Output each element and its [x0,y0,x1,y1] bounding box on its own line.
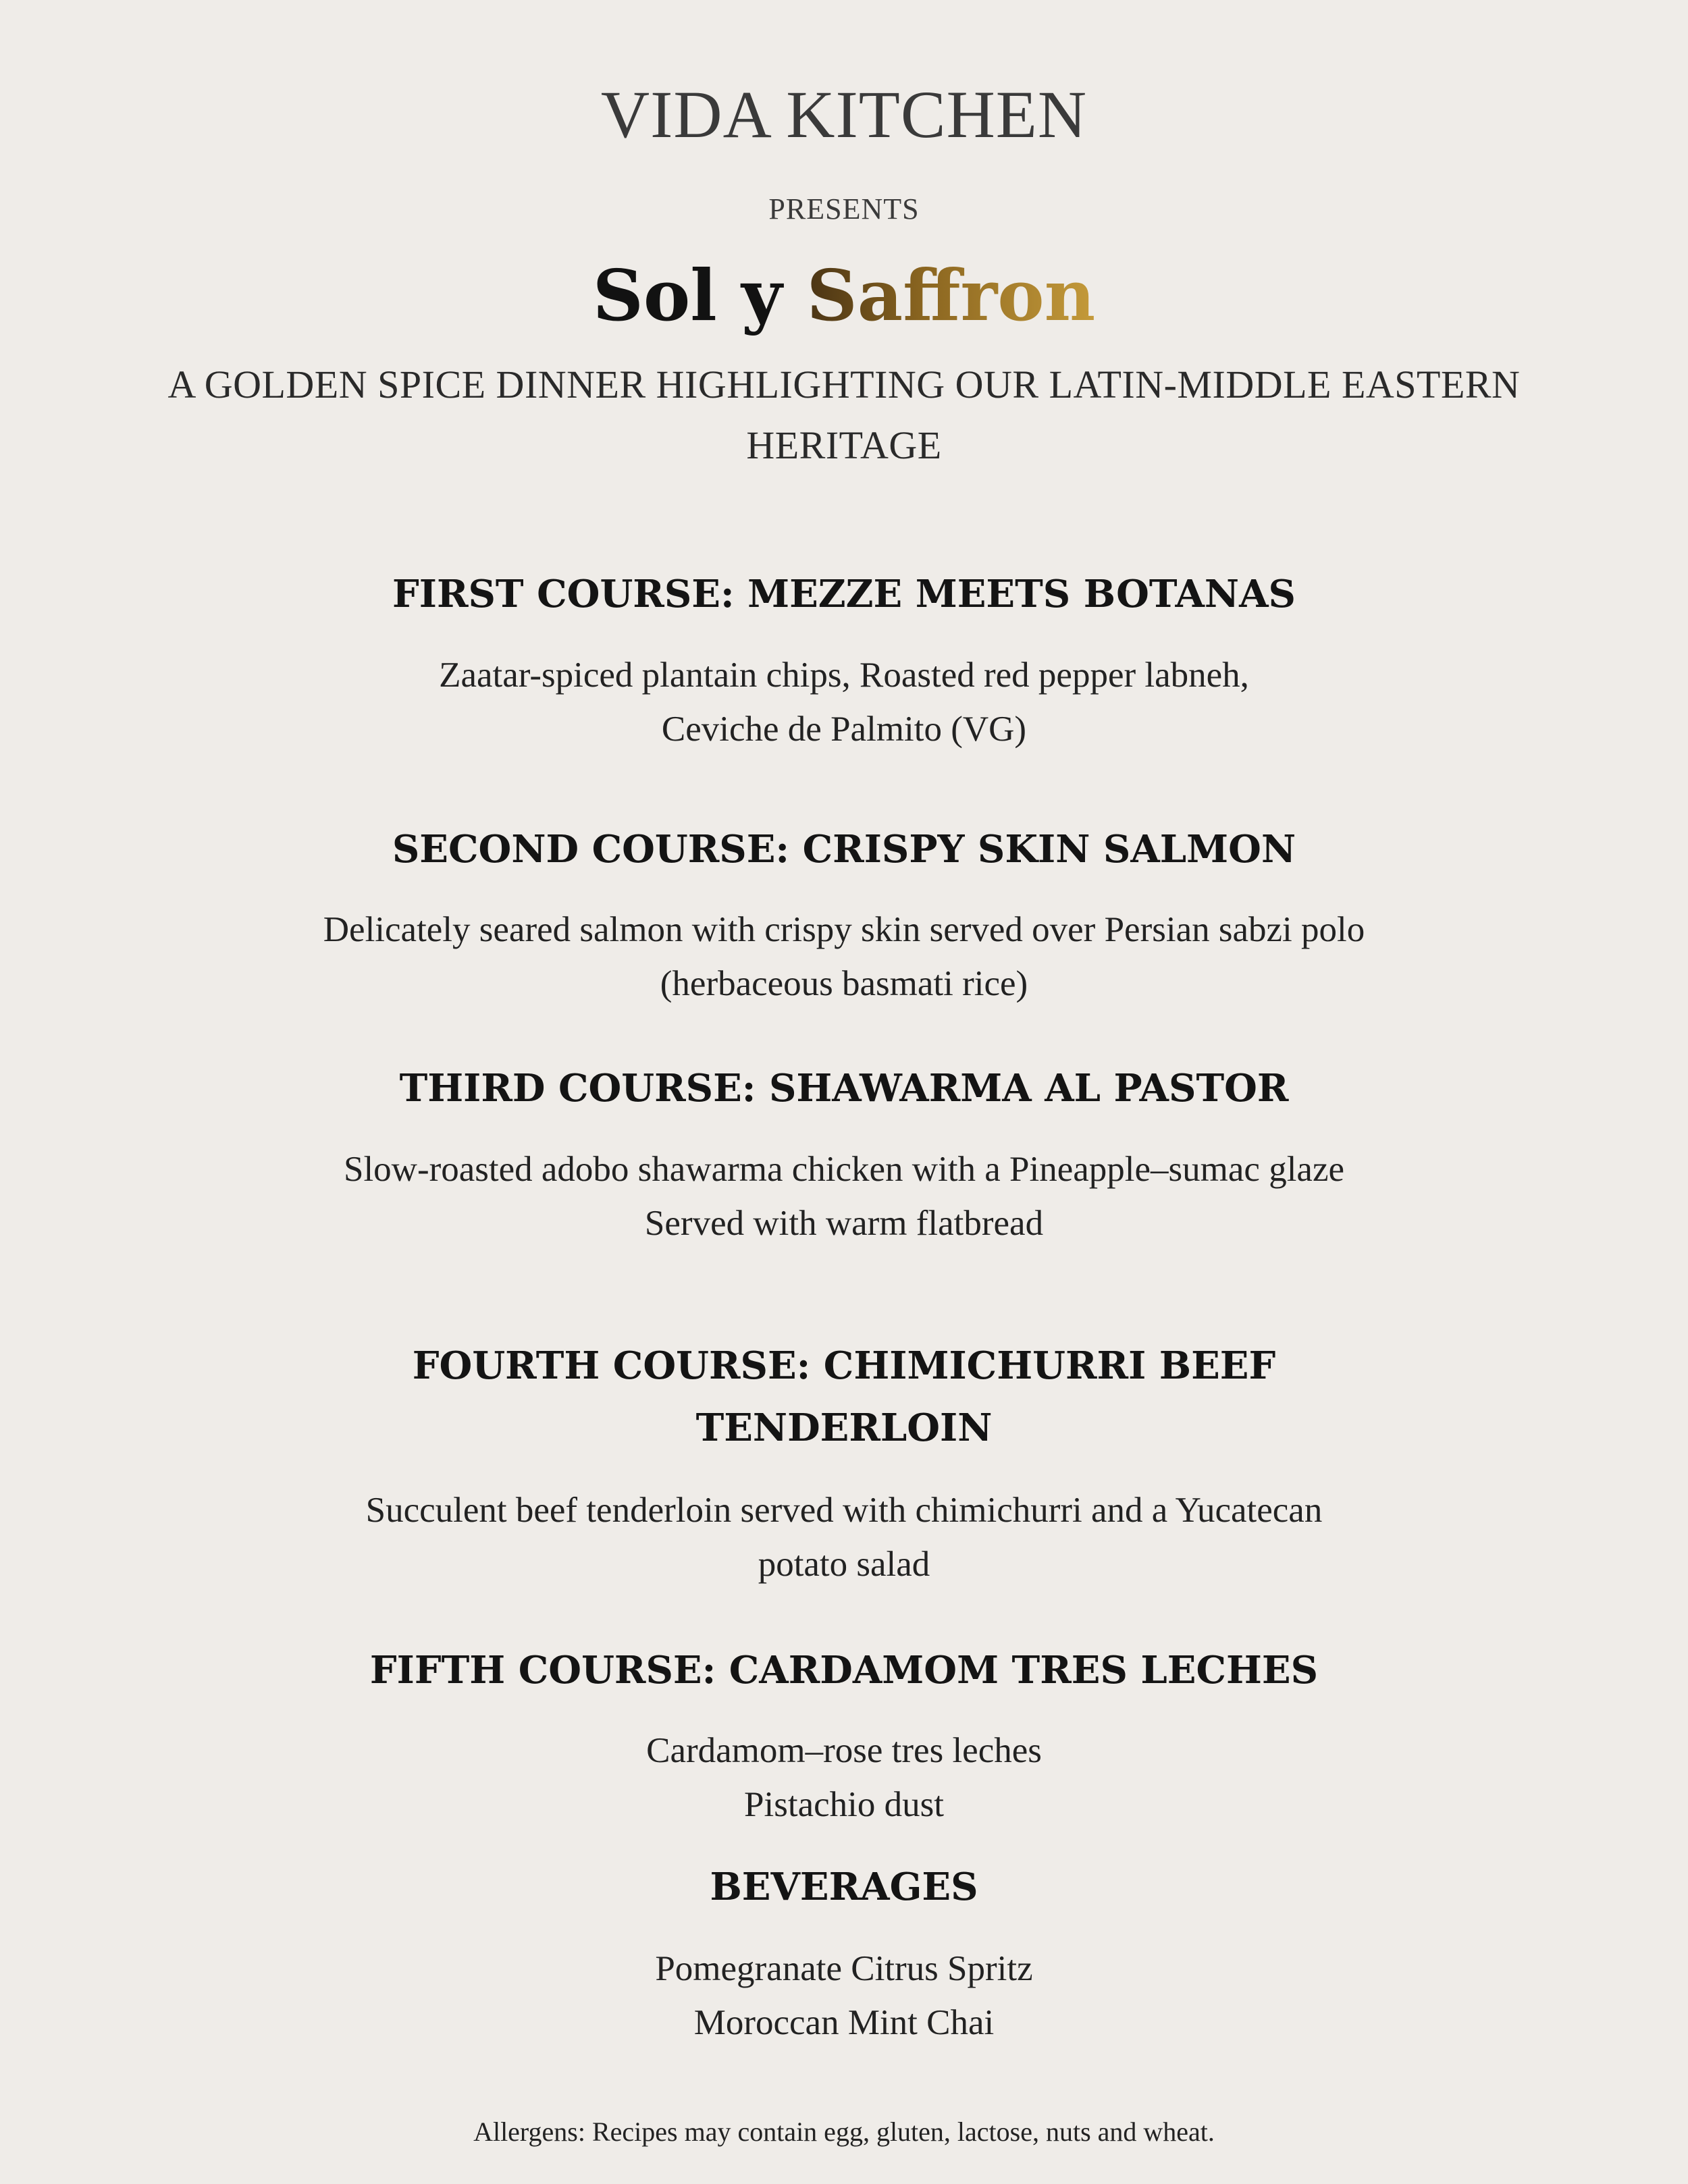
presents-label: PRESENTS [768,192,920,225]
course-description-line: Cardamom–rose tres leches [646,1731,1042,1770]
course-heading-line: THIRD COURSE: SHAWARMA AL PASTOR [399,1066,1289,1111]
event-subtitle [0,354,1688,476]
beverages-list [0,1942,1688,2050]
course-heading-line: BEVERAGES [710,1865,978,1909]
course-heading-fifth [0,1639,1688,1701]
course-description-fifth [0,1724,1688,1832]
restaurant-name: VIDA KITCHEN [600,77,1088,152]
course-heading-line: TENDERLOIN [695,1406,993,1450]
course-description-third [0,1142,1688,1250]
beverage-item: Moroccan Mint Chai [693,2003,995,2042]
course-heading-line: SECOND COURSE: CRISPY SKIN SALMON [392,827,1296,872]
course-description-line: Pistachio dust [744,1785,944,1824]
subtitle-line-2: HERITAGE [746,423,942,467]
course-heading-line: FIFTH COURSE: CARDAMOM TRES LECHES [369,1648,1319,1693]
course-description-line: Zaatar-spiced plantain chips, Roasted red pepper labneh, [439,656,1249,695]
course-heading-line: FIRST COURSE: MEZZE MEETS BOTANAS [392,572,1296,616]
course-description-line: potato salad [758,1545,930,1584]
course-description-line: Succulent beef tenderloin served with chimichurri and a Yucatecan [365,1491,1323,1530]
course-heading-line: FOURTH COURSE: CHIMICHURRI BEEF [412,1343,1276,1388]
course-heading-fourth [0,1335,1688,1459]
beverage-item: Pomegranate Citrus Spritz [655,1949,1033,1988]
course-description-second [0,903,1688,1011]
event-title-part1: Sol y [592,254,783,337]
course-description-line: Slow-roasted adobo shawarma chicken with a Pineapple–sumac glaze [343,1150,1345,1189]
course-description-line: (herbaceous basmati rice) [660,964,1028,1003]
course-description-line: Served with warm flatbread [644,1204,1044,1243]
course-description-first [0,648,1688,756]
subtitle-line-1: A GOLDEN SPICE DINNER HIGHLIGHTING OUR LATIN-MIDDLE EASTERN [167,363,1521,406]
course-heading-third [0,1057,1688,1119]
event-title [0,250,1688,342]
course-description-line: Delicately seared salmon with crispy skin served over Persian sabzi polo [323,910,1365,949]
course-heading-first [0,563,1688,625]
course-description-fourth [0,1483,1688,1591]
course-description-line: Ceviche de Palmito (VG) [661,710,1027,749]
allergens-note: Allergens: Recipes may contain egg, gluten, lactose, nuts and wheat. [473,2116,1215,2147]
beverages-heading [0,1856,1688,1918]
event-title-part2: Saffron [806,254,1096,337]
course-heading-second [0,818,1688,880]
